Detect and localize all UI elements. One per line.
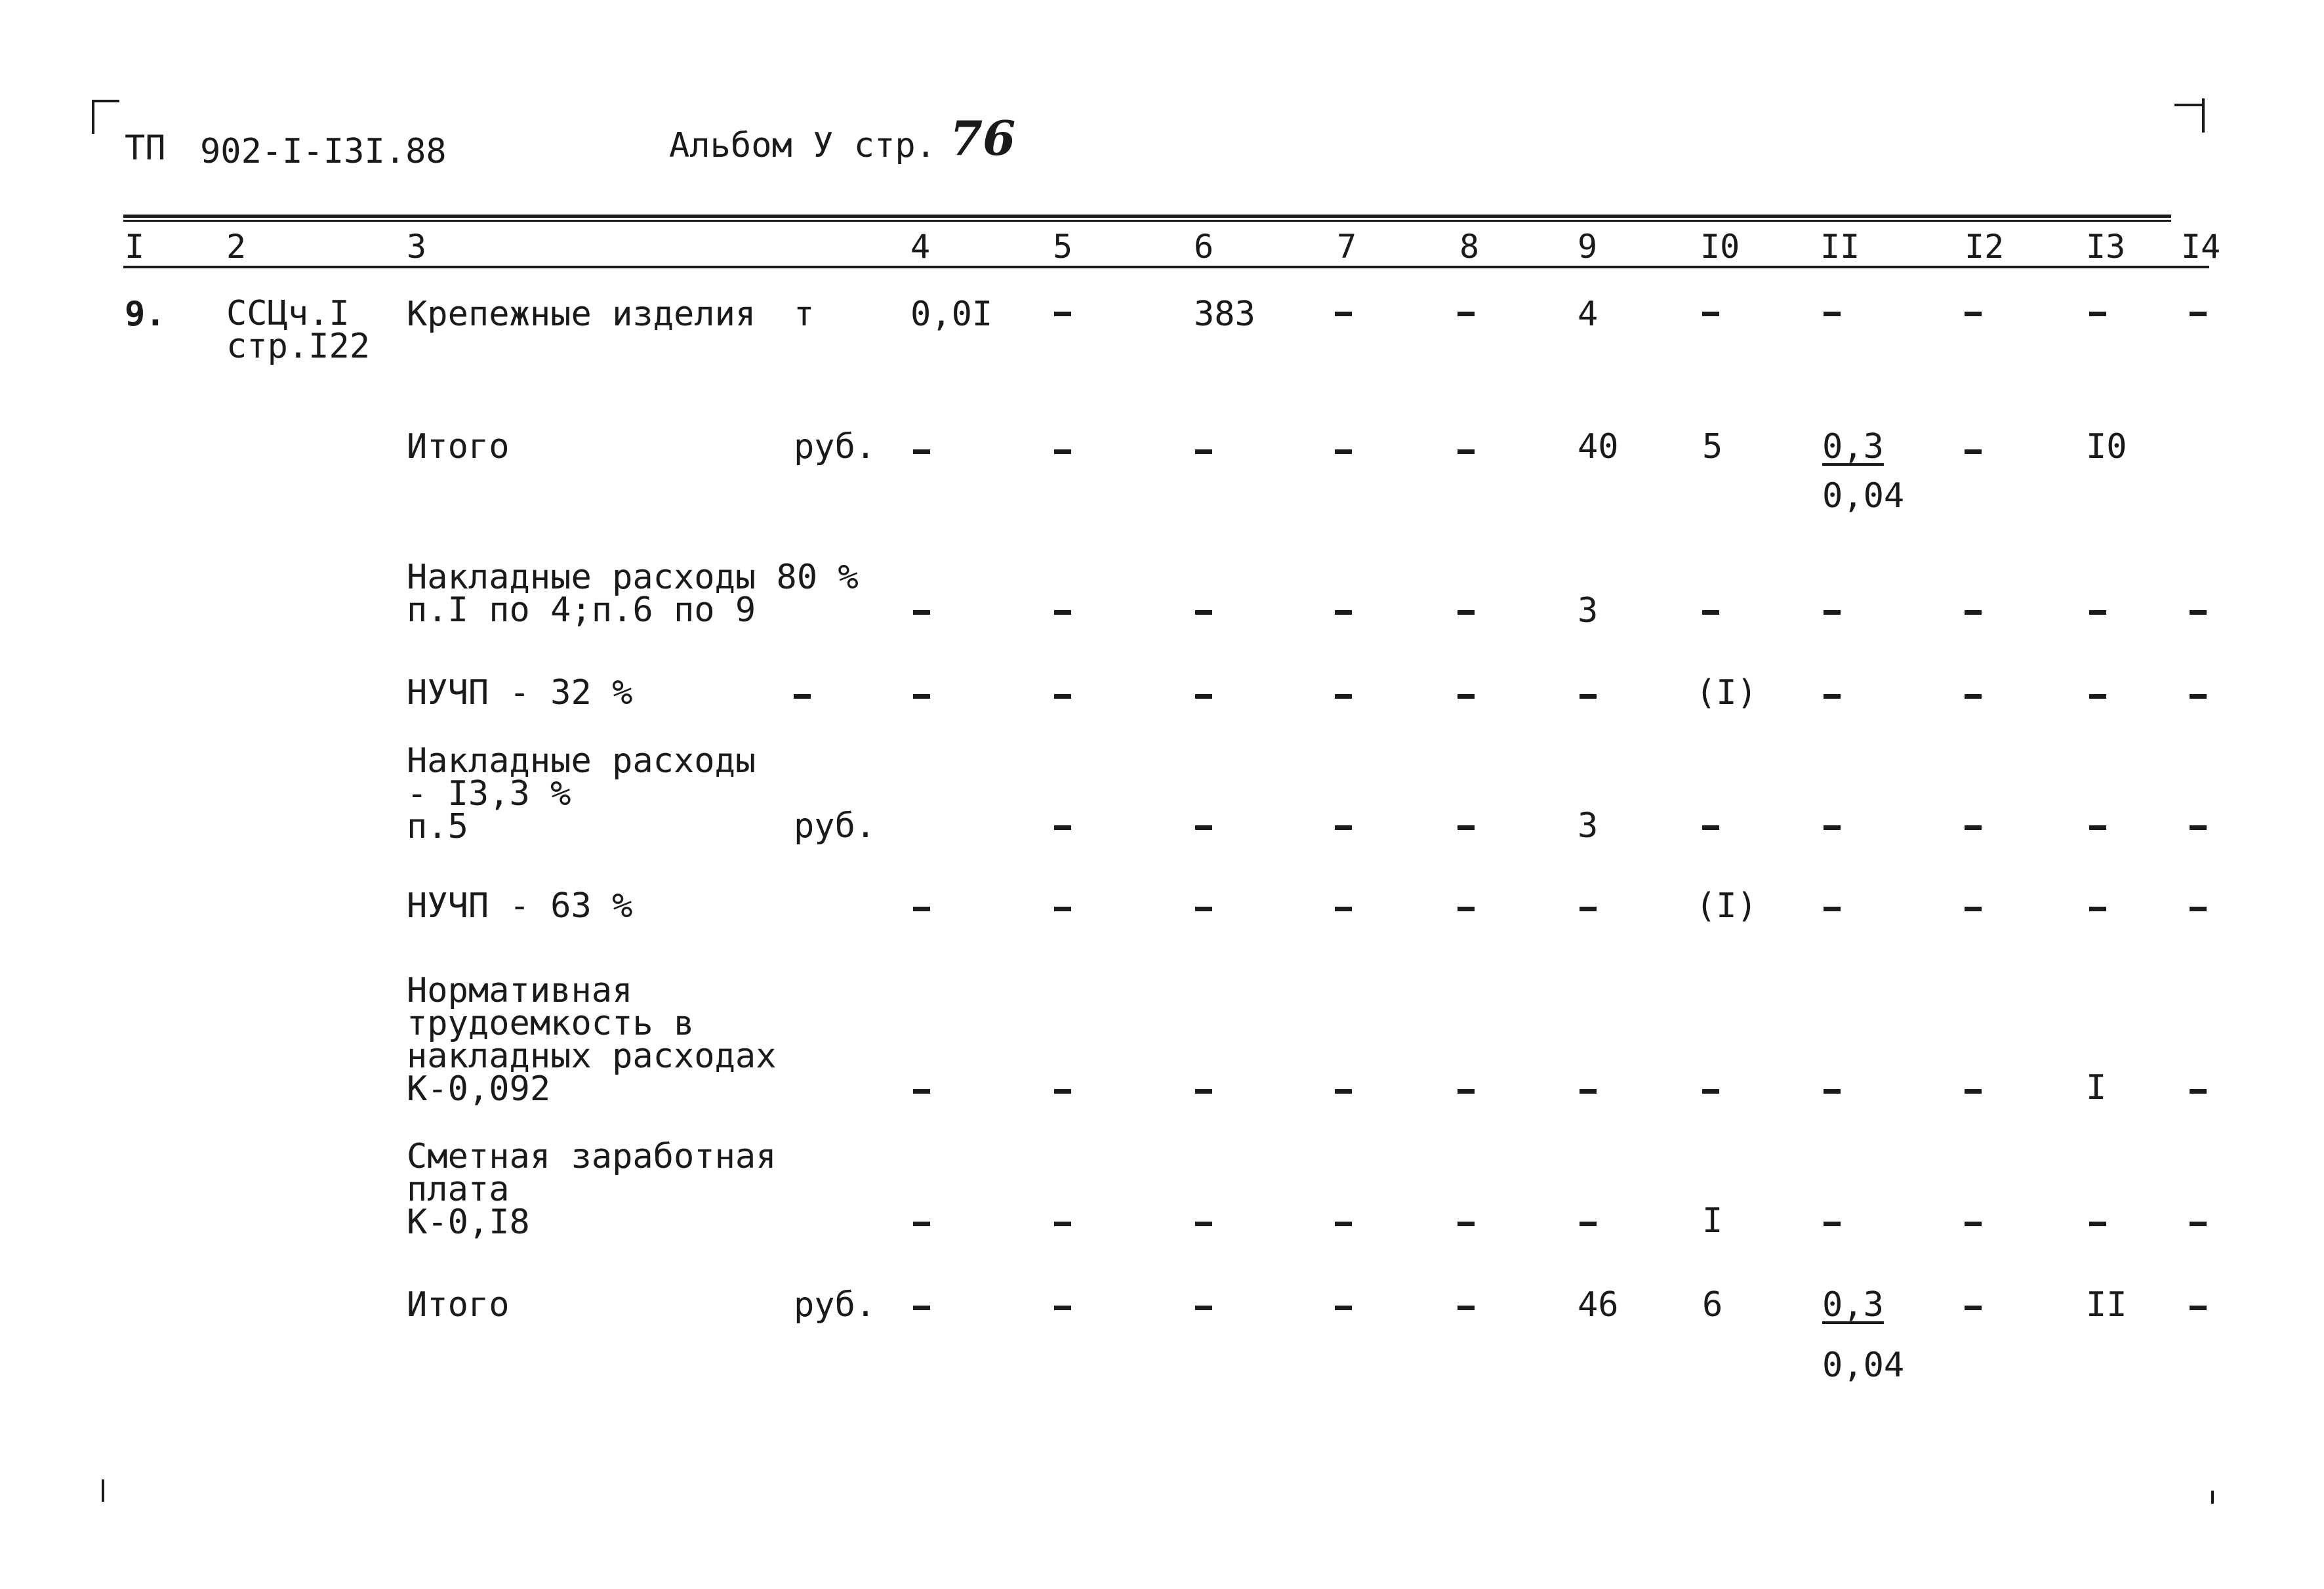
dash — [913, 449, 930, 454]
row-unit: т — [794, 295, 815, 334]
corner-mark-top-left — [92, 100, 119, 102]
dash — [1054, 825, 1071, 830]
cell-col11: 0,3 — [1822, 427, 1884, 466]
dash — [1965, 610, 1982, 615]
dash — [2190, 1089, 2207, 1094]
dash — [1458, 610, 1475, 615]
dash — [2089, 312, 2106, 316]
dash — [1702, 610, 1719, 615]
dash — [2190, 312, 2207, 316]
dash — [1335, 1306, 1352, 1310]
cell-col11: 0,3 — [1822, 1285, 1884, 1325]
dash — [1195, 694, 1212, 699]
column-header: 5 — [1053, 228, 1073, 266]
corner-mark-top-right — [2202, 98, 2205, 133]
corner-mark-top-left — [92, 100, 94, 134]
dash — [2190, 694, 2207, 699]
dash — [2089, 694, 2106, 699]
dash — [2089, 907, 2106, 911]
dash — [1824, 1222, 1841, 1226]
cell-col13: II — [2086, 1285, 2127, 1325]
row-source: ССЦч.I стр.I22 — [226, 294, 371, 366]
dash — [2190, 610, 2207, 615]
dash — [1965, 907, 1982, 911]
dash — [1965, 312, 1982, 316]
corner-mark-bottom-right — [2211, 1491, 2214, 1504]
dash — [1824, 610, 1841, 615]
album-label: Альбом У стр. — [669, 126, 936, 165]
row-unit: руб. — [794, 427, 876, 466]
column-header: I — [125, 228, 145, 266]
dash — [1054, 610, 1071, 615]
column-header: 6 — [1194, 228, 1214, 266]
cell-col11-sub: 0,04 — [1822, 1346, 1905, 1385]
column-header: I4 — [2181, 228, 2221, 266]
cell-col9: 3 — [1578, 591, 1599, 630]
row-name: Накладные расходы - I3,3 % п.5 — [407, 741, 756, 846]
cell-col10: I — [1702, 1201, 1723, 1241]
dash — [1335, 1089, 1352, 1094]
row-name: Сметная заработная плата К-0,I8 — [407, 1137, 777, 1242]
dash — [1458, 1306, 1475, 1310]
dash — [1335, 1222, 1352, 1226]
dash — [2089, 1222, 2106, 1226]
dash — [1580, 1222, 1597, 1226]
dash — [1195, 1089, 1212, 1094]
header-rule-bottom — [123, 266, 2209, 268]
dash — [1054, 1306, 1071, 1310]
doc-prefix: ТП — [125, 129, 166, 168]
dash — [1335, 610, 1352, 615]
dash — [1335, 694, 1352, 699]
column-header: 2 — [226, 228, 247, 266]
dash — [913, 907, 930, 911]
cell-col6: 383 — [1194, 295, 1255, 334]
column-header: 4 — [910, 228, 931, 266]
dash — [1335, 907, 1352, 911]
dash — [1965, 825, 1982, 830]
dash — [1965, 449, 1982, 454]
row-name: Крепежные изделия — [407, 295, 756, 334]
dash — [1824, 825, 1841, 830]
dash — [1458, 907, 1475, 911]
dash — [1824, 1089, 1841, 1094]
cell-col9: 3 — [1578, 806, 1599, 846]
dash — [2190, 907, 2207, 911]
cell-col11-sub: 0,04 — [1822, 476, 1905, 516]
cell-col10: 5 — [1702, 427, 1723, 466]
column-header: 8 — [1459, 228, 1480, 266]
dash — [1458, 1089, 1475, 1094]
dash — [913, 610, 930, 615]
cell-col4: 0,0I — [910, 295, 993, 334]
dash — [1965, 694, 1982, 699]
row-name: НУЧП - 32 % — [407, 673, 633, 712]
dash — [1702, 312, 1719, 316]
column-header: I0 — [1700, 228, 1740, 266]
cell-col13: I — [2086, 1068, 2107, 1107]
dash — [1580, 694, 1597, 699]
dash — [1702, 825, 1719, 830]
column-header: 7 — [1337, 228, 1357, 266]
row-name: Итого — [407, 427, 510, 466]
dash — [1965, 1306, 1982, 1310]
row-unit: руб. — [794, 1285, 876, 1325]
cell-col13: I0 — [2086, 427, 2127, 466]
dash — [1335, 312, 1352, 316]
dash — [794, 694, 811, 699]
row-name: Накладные расходы 80 % п.I по 4;п.6 по 9 — [407, 558, 859, 630]
column-header: I2 — [1965, 228, 2005, 266]
dash — [2089, 825, 2106, 830]
header-rule-top — [123, 220, 2171, 222]
dash — [913, 1089, 930, 1094]
dash — [1195, 1306, 1212, 1310]
cell-col9: 40 — [1578, 427, 1619, 466]
dash — [1965, 1089, 1982, 1094]
dash — [1054, 449, 1071, 454]
dash — [1195, 1222, 1212, 1226]
column-header: 3 — [407, 228, 427, 266]
dash — [2089, 610, 2106, 615]
row-number: 9. — [125, 295, 166, 334]
dash — [1824, 694, 1841, 699]
cell-col10: (I) — [1696, 673, 1757, 712]
cell-col10: (I) — [1696, 886, 1757, 926]
dash — [1580, 1089, 1597, 1094]
dash — [1195, 610, 1212, 615]
dash — [1054, 907, 1071, 911]
dash — [1824, 312, 1841, 316]
dash — [1195, 449, 1212, 454]
cell-col9: 4 — [1578, 295, 1599, 334]
dash — [1054, 1089, 1071, 1094]
dash — [1458, 1222, 1475, 1226]
column-header: 9 — [1578, 228, 1598, 266]
dash — [1054, 312, 1071, 316]
doc-code: 902-I-I3I.88 — [200, 132, 447, 171]
row-name: НУЧП - 63 % — [407, 886, 633, 926]
dash — [1702, 1089, 1719, 1094]
dash — [1824, 907, 1841, 911]
row-name: Нормативная трудоемкость в накладных расходах К-0,092 — [407, 971, 777, 1109]
dash — [1195, 825, 1212, 830]
corner-mark-bottom-left — [102, 1479, 104, 1502]
dash — [1054, 1222, 1071, 1226]
dash — [1335, 449, 1352, 454]
dash — [913, 694, 930, 699]
dash — [1580, 907, 1597, 911]
dash — [2190, 1222, 2207, 1226]
cell-col9: 46 — [1578, 1285, 1619, 1325]
cell-col10: 6 — [1702, 1285, 1723, 1325]
page-number: 76 — [950, 110, 1016, 166]
header-rule-top — [123, 215, 2171, 218]
dash — [1458, 825, 1475, 830]
dash — [913, 1222, 930, 1226]
dash — [1458, 694, 1475, 699]
dash — [1458, 449, 1475, 454]
dash — [1965, 1222, 1982, 1226]
corner-mark-top-right — [2174, 104, 2203, 106]
column-header: I3 — [2086, 228, 2126, 266]
dash — [2190, 1306, 2207, 1310]
row-name: Итого — [407, 1285, 510, 1325]
row-unit: руб. — [794, 806, 876, 846]
dash — [2190, 825, 2207, 830]
dash — [913, 1306, 930, 1310]
dash — [1195, 907, 1212, 911]
dash — [1054, 694, 1071, 699]
dash — [1458, 312, 1475, 316]
column-header: II — [1820, 228, 1860, 266]
dash — [1335, 825, 1352, 830]
